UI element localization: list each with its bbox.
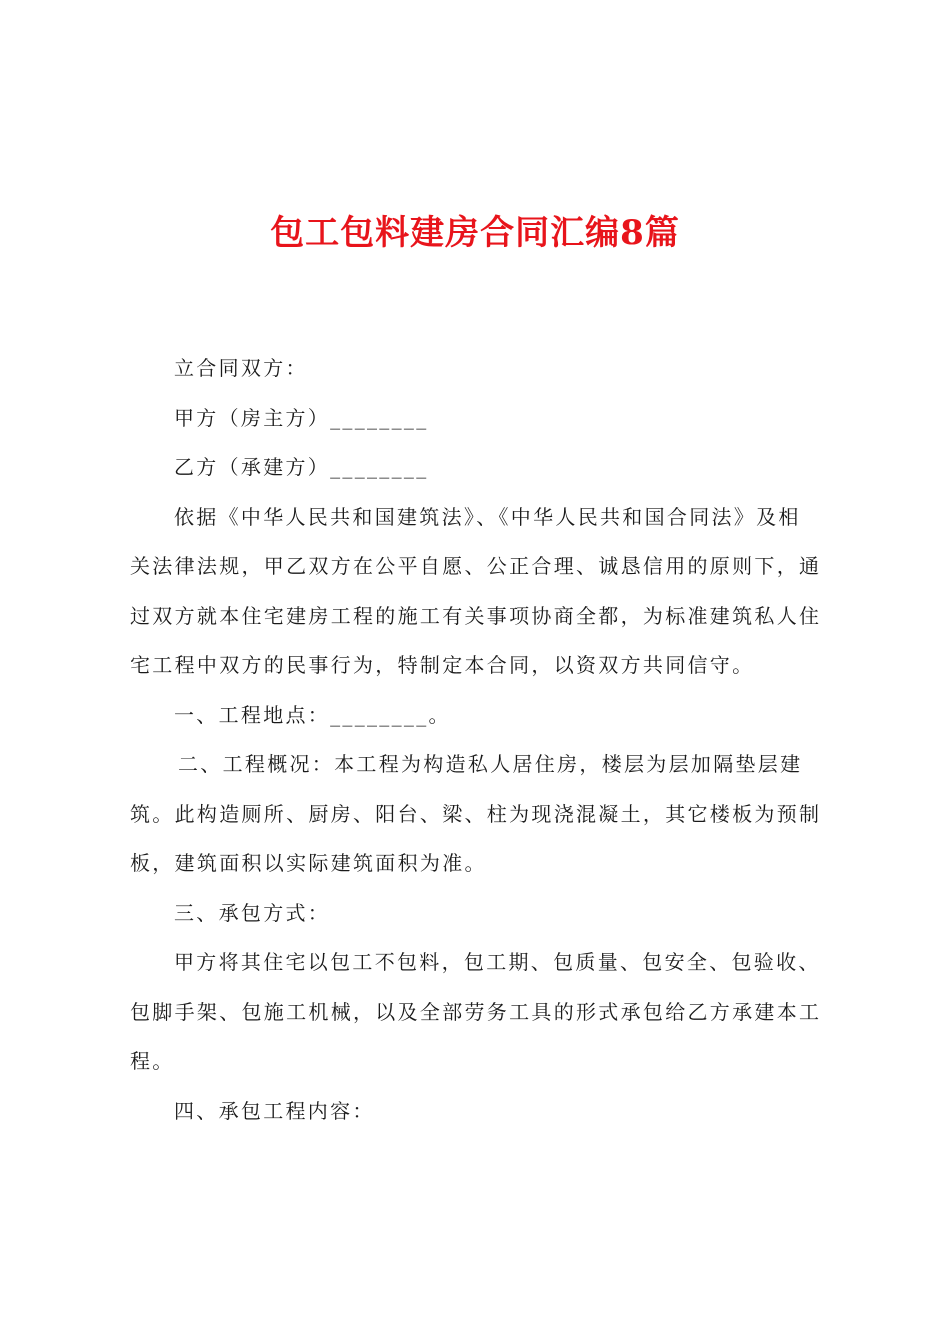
site-clause [130, 691, 830, 741]
method-heading [130, 889, 830, 939]
text-line: 包脚手架、包施工机械，以及全部劳务工具的形式承包给乙方承建本工 [130, 999, 822, 1024]
text-line: 板，建筑面积以实际建筑面积为准。 [130, 851, 487, 875]
basis-paragraph [130, 493, 830, 691]
text-line: 宅工程中双方的民事行为，特制定本合同，以资双方共同信守。 [130, 653, 755, 677]
scope-heading [130, 1087, 830, 1137]
text-line: 甲方（房主方）________ [174, 405, 429, 430]
document-title: 包工包料建房合同汇编8篇 [270, 213, 680, 253]
text-line: 关法律法规，甲乙双方在公平自愿、公正合理、诚恳信用的原则下，通 [130, 554, 822, 578]
text-line: 筑。此构造厕所、厨房、阳台、梁、柱为现浇混凝土，其它楼板为预制 [130, 801, 822, 826]
parties-heading [130, 344, 830, 394]
text-line: 乙方（承建方）________ [174, 455, 429, 479]
text-line: 二、工程概况：本工程为构造私人居住房，楼层为层加隔垫层建 [178, 752, 803, 776]
party-b-line [130, 443, 830, 493]
text-line: 三、承包方式： [174, 900, 331, 925]
text-line: 一、工程地点：________。 [174, 702, 451, 727]
overview-clause [130, 740, 830, 889]
text-line: 立合同双方： [174, 356, 308, 380]
text-line: 依据《中华人民共和国建筑法》、《中华人民共和国合同法》及相 [174, 504, 801, 529]
document-body [130, 344, 830, 1136]
text-line: 过双方就本住宅建房工程的施工有关事项协商全都，为标准建筑私人住 [130, 603, 822, 628]
text-line: 程。 [130, 1049, 175, 1073]
text-line: 四、承包工程内容： [174, 1098, 375, 1123]
text-line: 甲方将其住宅以包工不包料，包工期、包质量、包安全、包验收、 [174, 950, 821, 974]
party-a-line [130, 394, 830, 444]
method-paragraph [130, 938, 830, 1087]
